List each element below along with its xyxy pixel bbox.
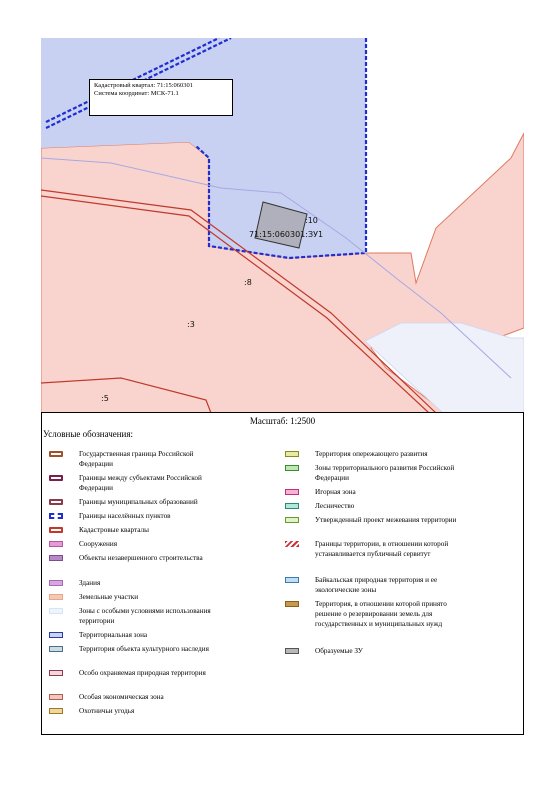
legend-item [285, 539, 465, 559]
legend-item [49, 511, 219, 521]
legend-label: Особо охраняемая природная территория [79, 669, 206, 677]
legend-item [285, 646, 465, 656]
legend-label: Объекты незавершенного строительства [79, 554, 203, 562]
legend-item [49, 539, 219, 549]
legend-label: Границы между субъектами Российской Федерации [79, 474, 202, 492]
legend-swatch [49, 475, 63, 481]
legend-item [285, 449, 465, 459]
legend-item [49, 592, 219, 602]
label-parcel: 71:15:060301:ЗУ1 [249, 230, 324, 239]
legend-label: Зоны с особыми условиями использования территории [79, 607, 211, 625]
legend-label: Игорная зона [315, 488, 356, 496]
legend-item [285, 501, 465, 511]
legend-item [49, 644, 219, 654]
legend-swatch [285, 517, 299, 523]
legend-label: Границы населённых пунктов [79, 512, 171, 520]
legend-item [49, 668, 219, 678]
legend-item [285, 487, 465, 497]
map-divider [41, 412, 524, 413]
legend-label: Земельные участки [79, 593, 139, 601]
legend-item [285, 599, 465, 629]
legend-label: Сооружения [79, 540, 118, 548]
legend-swatch [285, 489, 299, 495]
legend-label: Утвержденный проект межевания территории [315, 516, 457, 524]
legend-item [285, 463, 465, 483]
legend-swatch [285, 577, 299, 583]
info-box [89, 79, 233, 116]
legend-label: Здания [79, 579, 101, 587]
legend-label: Территория объекта культурного наследия [79, 645, 209, 653]
legend-label: Территория, в отношении которой принято решение о резервировании земель для государственных и муниципальных нужд [315, 600, 447, 628]
legend-item [49, 525, 219, 535]
legend-swatch [49, 670, 63, 676]
legend-swatch [285, 648, 299, 654]
legend-swatch [49, 580, 63, 586]
legend-item [285, 515, 465, 525]
legend-swatch [49, 608, 63, 614]
legend-swatch [49, 555, 63, 561]
legend-item [49, 553, 219, 563]
legend-label: Лесничество [315, 502, 355, 510]
legend-swatch [285, 541, 299, 547]
legend-swatch [49, 646, 63, 652]
legend-item [285, 575, 465, 595]
legend-item [49, 473, 219, 493]
legend-swatch [285, 503, 299, 509]
legend-swatch [285, 451, 299, 457]
legend-label: Территориальная зона [79, 631, 148, 639]
legend-item [49, 692, 219, 702]
legend-item [49, 449, 219, 469]
legend-swatch [49, 632, 63, 638]
label-3: :3 [187, 320, 195, 329]
legend-swatch [49, 594, 63, 600]
legend-item [49, 706, 219, 716]
legend-label: Охотничьи угодья [79, 707, 135, 715]
legend-label: Государственная граница Российской Федерации [79, 450, 194, 468]
legend-item [49, 630, 219, 640]
legend-swatch [285, 601, 299, 607]
legend-label: Байкальская природная территория и ее экологические зоны [315, 576, 438, 594]
legend-item [49, 497, 219, 507]
legend-label: Кадастровые кварталы [79, 526, 149, 534]
legend-label: Образуемые ЗУ [315, 647, 363, 655]
label-5: :5 [101, 394, 109, 403]
legend-swatch [49, 527, 63, 533]
info-quarter: Кадастровый квартал: 71:15:060301 [94, 82, 194, 89]
legend-label: Границы муниципальных образований [79, 498, 198, 506]
legend-label: Границы территории, в отношении которой устанавливается публичный сервитут [315, 540, 449, 558]
legend-swatch [285, 465, 299, 471]
legend-title: Условные обозначения: [43, 429, 134, 439]
label-8: :8 [244, 278, 252, 287]
legend-swatch [49, 499, 63, 505]
legend-label: Территория опережающего развития [315, 450, 428, 458]
legend-swatch [49, 708, 63, 714]
legend-item [49, 578, 219, 588]
legend-label: Особая экономическая зона [79, 693, 164, 701]
legend-swatch [49, 541, 63, 547]
scale-text: Масштаб: 1:2500 [249, 416, 316, 426]
legend-swatch [49, 451, 63, 457]
legend-item [49, 606, 219, 626]
label-10: :10 [305, 216, 318, 225]
cadastral-map[interactable] [41, 38, 524, 413]
info-coordinates: Система координат: МСК-71.1 [94, 90, 179, 97]
legend-label: Зоны территориального развития Российской Федерации [315, 464, 455, 482]
legend-swatch [49, 513, 63, 519]
legend-swatch [49, 694, 63, 700]
